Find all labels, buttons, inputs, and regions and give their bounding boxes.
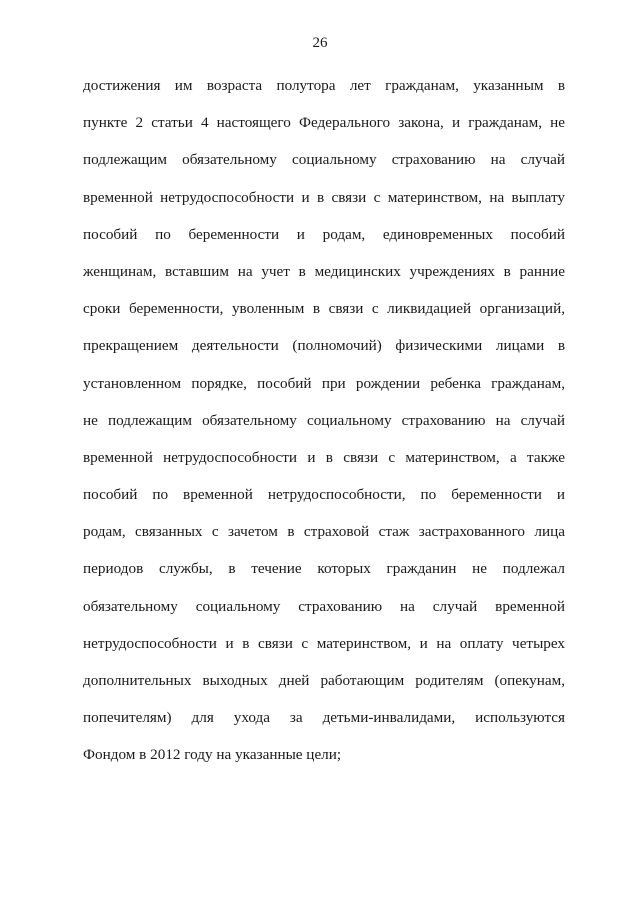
text-line: периодов службы, в течение которых гражданин не подлежал (83, 560, 565, 578)
text-line: обязательному социальному страхованию на случай временной (83, 597, 565, 615)
text-line: нетрудоспособности и в связи с материнством, и на оплату четырех (83, 634, 565, 652)
text-line: прекращением деятельности (полномочий) физическими лицами в (83, 337, 565, 355)
text-line: пособий по беременности и родам, единовременных пособий (83, 225, 565, 243)
text-line: пункте 2 статьи 4 настоящего Федерального закона, и гражданам, не (83, 114, 565, 132)
text-line: попечителям) для ухода за детьми-инвалидами, используются (83, 709, 565, 727)
text-line: пособий по временной нетрудоспособности, по беременности и (83, 486, 565, 504)
text-line: сроки беременности, уволенным в связи с ликвидацией организаций, (83, 300, 565, 318)
text-line: временной нетрудоспособности и в связи с материнством, а также (83, 448, 565, 466)
text-line: Фондом в 2012 году на указанные цели; (83, 746, 342, 764)
text-line: временной нетрудоспособности и в связи с материнством, на выплату (83, 188, 565, 206)
text-line: установленном порядке, пособий при рождении ребенка гражданам, (83, 374, 565, 392)
text-line: достижения им возраста полутора лет гражданам, указанным в (83, 77, 565, 94)
page-number: 26 (312, 35, 328, 51)
text-line: не подлежащим обязательному социальному страхованию на случай (83, 411, 565, 429)
text-line: женщинам, вставшим на учет в медицинских учреждениях в ранние (83, 262, 565, 280)
text-line: родам, связанных с зачетом в страховой стаж застрахованного лица (83, 523, 565, 541)
text-line: дополнительных выходных дней работающим родителям (опекунам, (83, 672, 565, 689)
body-paragraph (83, 67, 565, 774)
text-line: подлежащим обязательному социальному страхованию на случай (83, 151, 565, 169)
